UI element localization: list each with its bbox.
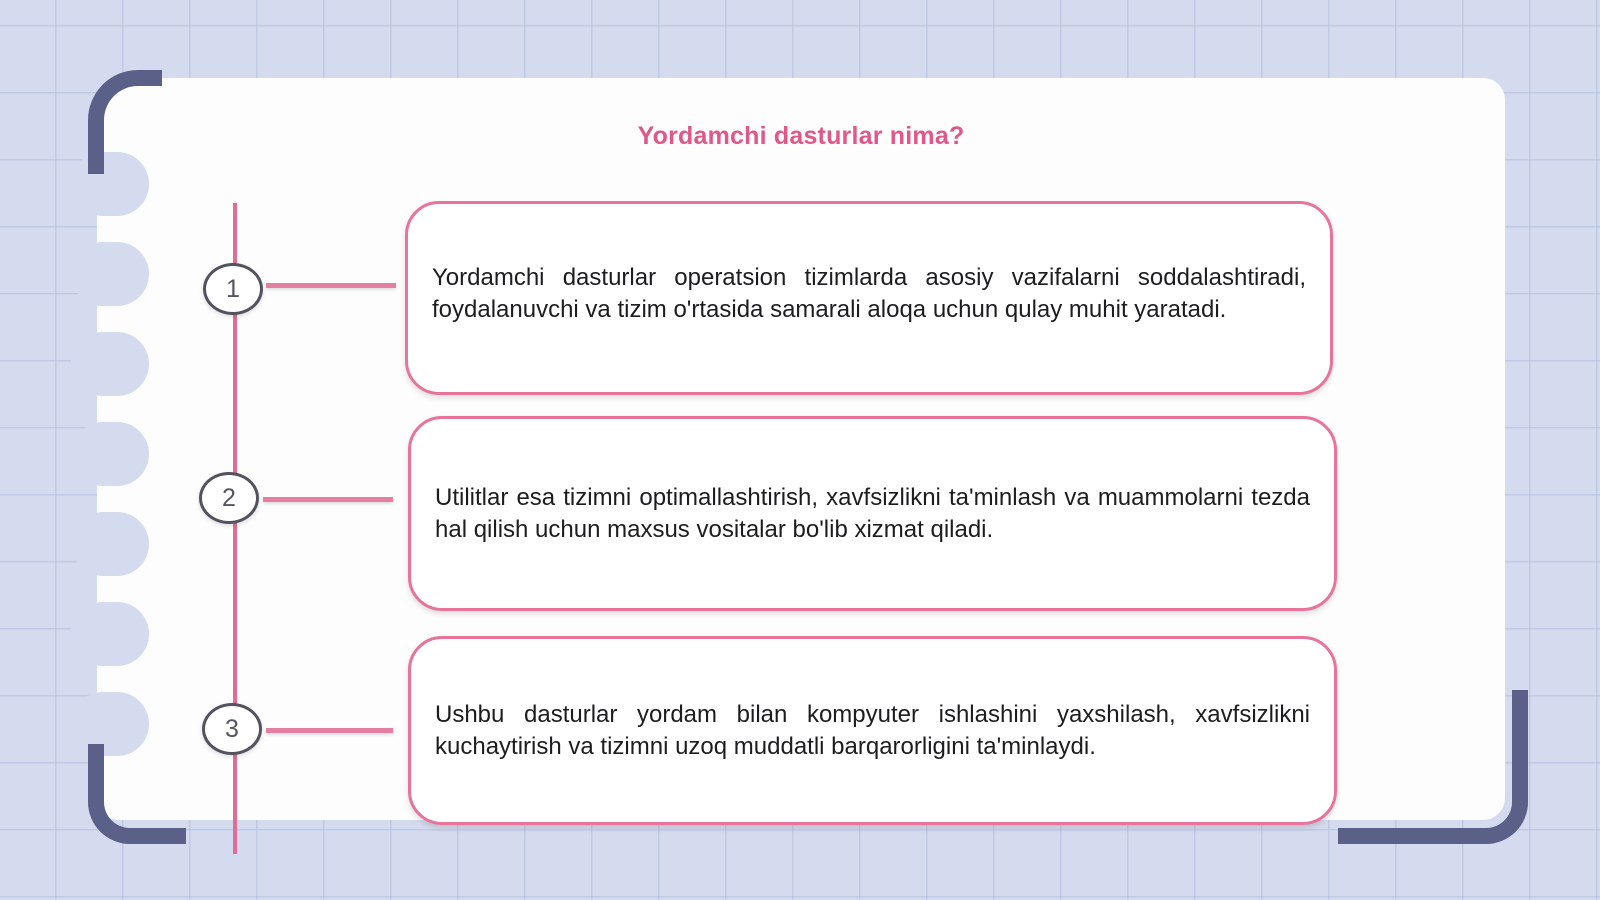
timeline-connector xyxy=(266,728,393,733)
paper-scallop xyxy=(71,332,149,396)
corner-bracket-bottom-left xyxy=(88,744,186,844)
marker-number: 2 xyxy=(222,483,236,512)
timeline-connector xyxy=(263,497,393,502)
paper-scallop xyxy=(71,512,149,576)
card-text: Ushbu dasturlar yordam bilan kompyuter ishlashini yaxshilash, xavfsizlikni kuchaytirish va tizimni uzoq muddatli barqarorligini ta'minlaydi. xyxy=(435,700,1310,760)
timeline-connector xyxy=(266,283,396,288)
timeline-marker xyxy=(203,263,263,315)
card-text: Utilitlar esa tizimni optimallashtirish, xavfsizlikni ta'minlash va muammolarni tezda hal qilish uchun maxsus vositalar bo'lib xizmat qiladi. xyxy=(435,483,1310,543)
slide-title: Yordamchi dasturlar nima? xyxy=(637,122,965,150)
info-card xyxy=(408,416,1337,611)
info-card xyxy=(405,201,1333,395)
timeline-marker xyxy=(202,703,262,755)
card-text: Yordamchi dasturlar operatsion tizimlarda asosiy vazifalarni soddalashtiradi, foydalanuvchi va tizim o'rtasida samarali aloqa uchun qulay muhit yaratadi. xyxy=(432,264,1306,323)
paper-scallop xyxy=(71,242,149,306)
timeline-marker xyxy=(199,472,259,524)
paper-scallop xyxy=(71,602,149,666)
marker-number: 3 xyxy=(225,714,239,743)
paper-scallop xyxy=(71,422,149,486)
corner-bracket-bottom-right xyxy=(1338,690,1528,844)
info-card xyxy=(408,636,1337,825)
marker-number: 1 xyxy=(226,274,240,303)
